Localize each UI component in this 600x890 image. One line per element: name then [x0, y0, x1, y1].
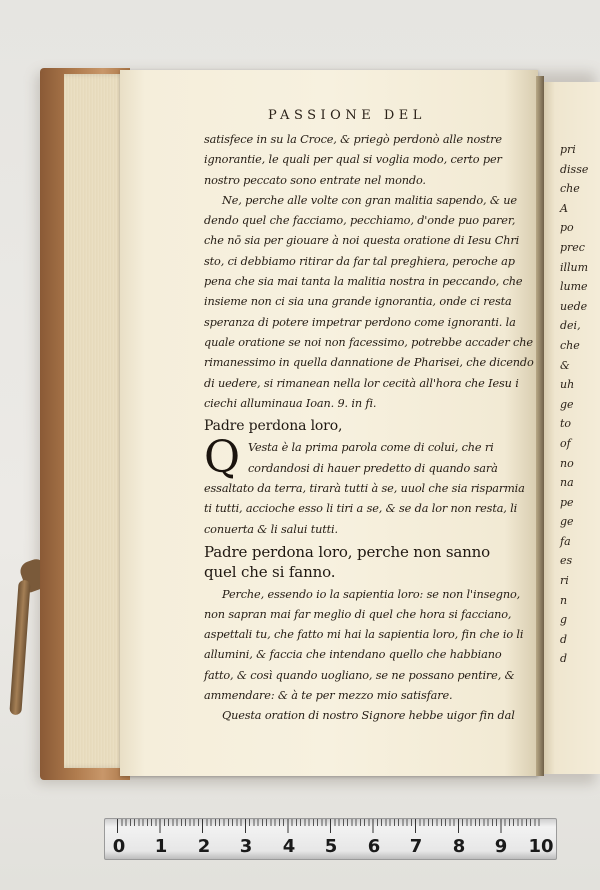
- facing-fragment: dei,: [560, 319, 581, 333]
- text-line: satisfece in su la Croce, & priegò perdonò alle nostre: [204, 133, 502, 146]
- facing-fragment: of: [560, 436, 571, 450]
- measurement-ruler: [104, 818, 557, 860]
- text-line: fatto, & così quando uogliano, se ne possano pentire, &: [204, 668, 515, 682]
- facing-fragment: no: [560, 456, 574, 470]
- facing-fragment: &: [560, 358, 570, 372]
- facing-fragment: A po: [560, 201, 574, 235]
- facing-fragment: to: [560, 417, 572, 431]
- text-line: speranza di potere impetrar perdono come ignoranti. la: [204, 315, 516, 329]
- text-line: aspettali tu, che fatto mi hai la sapientia loro, fin che io li: [204, 628, 524, 642]
- heading-line: Padre perdona loro, perche non sanno: [204, 542, 491, 561]
- page-text: [204, 130, 534, 727]
- ruler-number: 5: [324, 836, 338, 857]
- text-line: di uedere, si rimanean nella lor cecità all'hora che Iesu i: [204, 376, 519, 390]
- facing-page-text: [560, 140, 589, 669]
- text-line: non sapran mai far meglio di quel che hora si facciano,: [204, 607, 512, 621]
- facing-fragment: disse: [560, 162, 589, 176]
- text-line: che nō sia per giouare à noi questa oratione di Iesu Chri: [204, 234, 520, 248]
- text-line: dendo quel che facciamo, pecchiamo, d'onde puo parer,: [204, 214, 516, 228]
- bookmark-ribbon: [9, 580, 30, 716]
- facing-fragment: fa: [560, 534, 571, 548]
- facing-fragment: ri: [560, 574, 569, 588]
- text-line: rimanessimo in quella dannatione de Pharisei, che dicendo: [204, 356, 534, 370]
- facing-fragment: uh: [560, 378, 575, 392]
- text-line: ammendare: & à te per mezzo mio satisfare.: [204, 689, 453, 703]
- text-line: Vesta è la prima parola come di colui, che ri: [248, 441, 494, 455]
- text-line: cordandosi di hauer predetto di quando sarà: [248, 461, 498, 475]
- text-line: Ne, perche alle volte con gran malitia sapendo, & ue: [222, 193, 517, 207]
- paragraph-ne-perche: [204, 191, 534, 414]
- drop-cap: Q: [204, 432, 240, 484]
- text-line: conuerta & li salui tutti.: [204, 522, 338, 536]
- text-line: quale oratione se noi non facessimo, potrebbe accader che: [204, 335, 533, 349]
- facing-fragment: lume: [560, 280, 588, 294]
- ruler-number: 10: [528, 836, 554, 857]
- ruler-number: 6: [367, 836, 381, 857]
- section-heading-2: [204, 542, 526, 583]
- ruler-number: 4: [282, 836, 296, 857]
- facing-fragment: es: [560, 554, 573, 568]
- paragraph-questa: [204, 432, 526, 539]
- heading-line: quel che si fanno.: [204, 563, 336, 582]
- text-line: allumini, & faccia che intendano quello che habbiano: [204, 648, 502, 662]
- text-line: pena che sia mai tanta la malitia nostra in peccando, che: [204, 275, 523, 289]
- ruler-number: 9: [494, 836, 508, 857]
- page-block-edges: [64, 74, 126, 768]
- paragraph-perche: [204, 585, 526, 727]
- book-gutter: [536, 76, 544, 776]
- facing-fragment: che: [560, 182, 580, 196]
- text-line: ignorantie, le quali per qual si voglia modo, certo per: [204, 153, 502, 167]
- facing-fragment: che: [560, 338, 580, 352]
- text-line: Questa oration di nostro Signore hebbe uigor fin dal: [222, 709, 515, 723]
- ruler-number: 1: [154, 836, 168, 857]
- facing-fragment: illum: [560, 260, 589, 274]
- running-header: PASSIONE DEL: [268, 108, 426, 123]
- ruler-number: 2: [197, 836, 211, 857]
- facing-fragment: pri: [560, 143, 576, 156]
- text-line: nostro peccato sono entrate nel mondo.: [204, 173, 426, 187]
- facing-fragment: n: [560, 593, 568, 607]
- text-line: sto, ci debbiamo ritirar da far tal preghiera, peroche ap: [204, 254, 515, 268]
- text-line: insieme non ci sia una grande ignorantia, onde ci resta: [204, 295, 512, 309]
- section-heading: Padre perdona loro,: [204, 418, 343, 435]
- facing-fragment: na: [560, 476, 574, 490]
- facing-fragment: pe: [560, 495, 574, 509]
- facing-fragment: d: [560, 652, 568, 666]
- facing-fragment: ge: [560, 515, 574, 529]
- ruler-number: 0: [112, 836, 126, 857]
- text-line: ti tutti, accioche esso li tiri a se, & se da lor non resta, li: [204, 502, 518, 516]
- text-line: Perche, essendo io la sapientia loro: se non l'insegno,: [222, 587, 521, 601]
- ruler-number: 7: [409, 836, 423, 857]
- paragraph-continuation: [204, 130, 526, 191]
- facing-fragment: g: [560, 613, 568, 627]
- ruler-number: 8: [452, 836, 466, 857]
- ruler-ticks: [117, 819, 543, 833]
- text-line: ciechi alluminaua Ioan. 9. in fi.: [204, 396, 377, 410]
- facing-fragment: d: [560, 632, 568, 646]
- facing-fragment: prec: [560, 240, 585, 254]
- text-line: essaltato da terra, tirarà tutti à se, uuol che sia risparmia: [204, 482, 525, 496]
- ruler-number: 3: [239, 836, 253, 857]
- facing-fragment: ge: [560, 397, 574, 411]
- facing-fragment: uede: [560, 299, 588, 313]
